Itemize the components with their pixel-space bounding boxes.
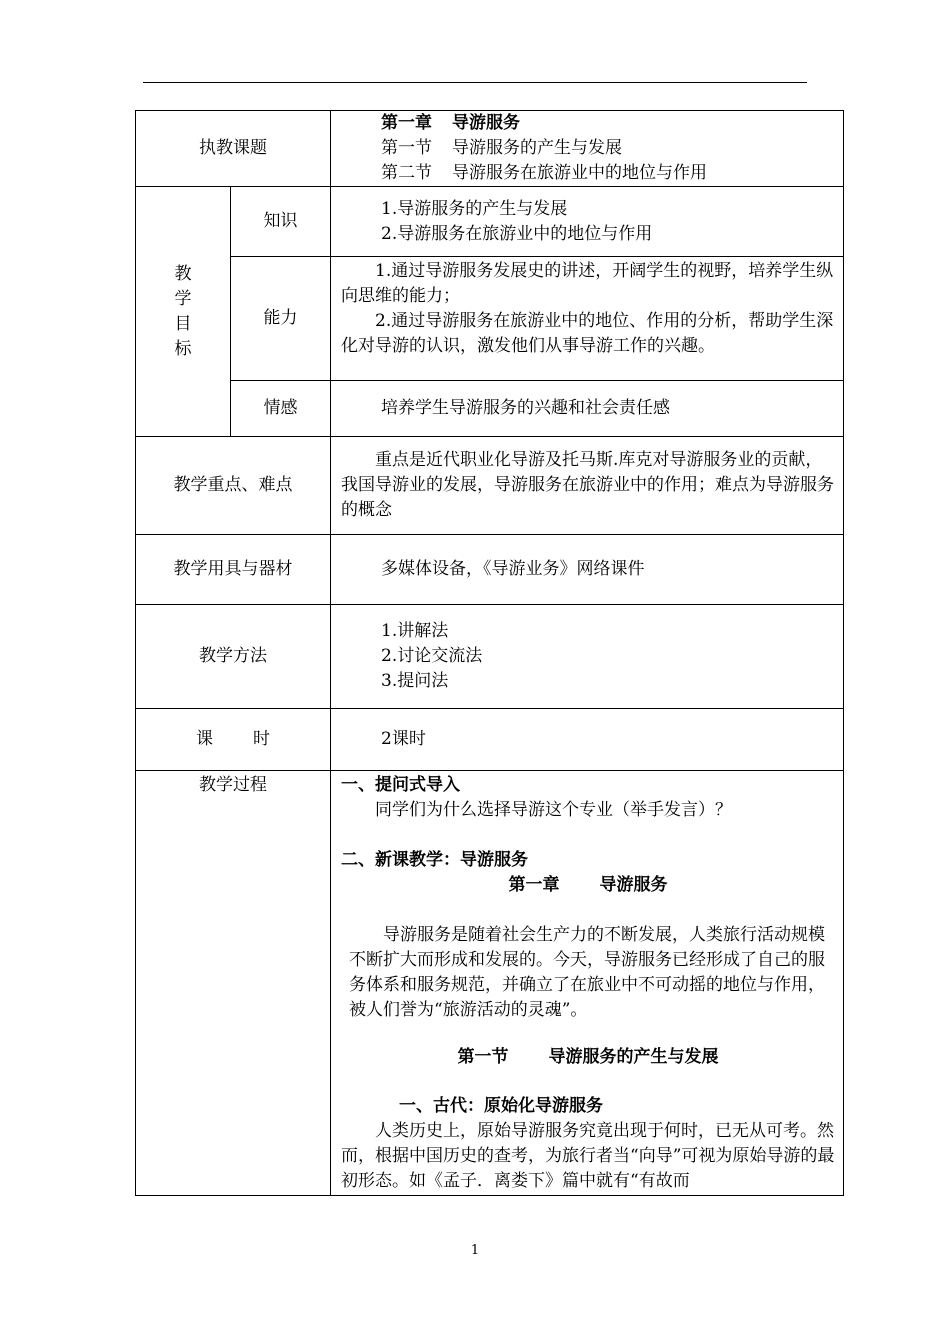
tools-label: 教学用具与器材 <box>136 535 331 605</box>
row-emotion <box>136 381 844 437</box>
emotion-label: 情感 <box>231 381 331 437</box>
hours-content: 2课时 <box>331 709 844 771</box>
hours-label: 课 时 <box>136 709 331 771</box>
process-sub-text: 人类历史上，原始导游服务究竟出现于何时，已无从可考。然而，根据中国历史的查考，为旅行者当“向导”可视为原始导游的最初形态。如《孟子．离娄下》篇中就有“有故而 <box>341 1121 835 1191</box>
emotion-content: 培养学生导游服务的兴趣和社会责任感 <box>331 381 844 437</box>
process-chapter-heading: 第一章 导游服务 <box>508 875 668 895</box>
row-methods <box>136 605 844 709</box>
methods-label: 教学方法 <box>136 605 331 709</box>
topic-label: 执教课题 <box>136 111 331 187</box>
topic-section-2: 第二节 导游服务在旅游业中的地位与作用 <box>381 163 707 183</box>
tools-content: 多媒体设备，《导游业务》网络课件 <box>331 535 844 605</box>
objectives-label: 教 学 目 标 <box>136 187 231 437</box>
ability-label: 能力 <box>231 257 331 381</box>
knowledge-label: 知识 <box>231 187 331 257</box>
keypoints-label: 教学重点、难点 <box>136 437 331 535</box>
topic-section-1: 第一节 导游服务的产生与发展 <box>381 138 622 158</box>
row-hours <box>136 709 844 771</box>
row-topic <box>136 111 844 187</box>
process-sub-heading: 一、古代：原始化导游服务 <box>399 1096 603 1116</box>
page-number: 1 <box>470 1243 480 1258</box>
process-intro: 导游服务是随着社会生产力的不断发展，人类旅行活动规模不断扩大而形成和发展的。今天，导游服务已经形成了自己的服务体系和服务规范，并确立了在旅业中不可动摇的地位与作用，被人们誉为“旅游活动的灵魂”。 <box>349 925 825 1020</box>
ability-content: 1.通过导游服务发展史的讲述，开阔学生的视野，培养学生纵向思维的能力； 2.通过导游服务在旅游业中的地位、作用的分析，帮助学生深化对导游的认识，激发他们从事导游工作的兴趣。 <box>331 257 844 381</box>
methods-content: 1.讲解法 2.讨论交流法 3.提问法 <box>331 605 844 709</box>
row-tools <box>136 535 844 605</box>
row-knowledge <box>136 187 844 257</box>
process-section-heading: 第一节 导游服务的产生与发展 <box>457 1047 719 1067</box>
process-s1-text: 同学们为什么选择导游这个专业（举手发言）？ <box>375 800 732 820</box>
row-ability <box>136 257 844 381</box>
keypoints-content: 重点是近代职业化导游及托马斯.库克对导游服务业的贡献，我国导游业的发展，导游服务在旅游业中的作用；难点为导游服务的概念 <box>331 437 844 535</box>
row-process <box>136 771 844 1196</box>
topic-chapter: 第一章 导游服务 <box>381 113 520 133</box>
process-s2-heading: 二、新课教学：导游服务 <box>341 850 528 870</box>
topic-content <box>331 111 844 187</box>
row-keypoints <box>136 437 844 535</box>
knowledge-content: 1.导游服务的产生与发展 2.导游服务在旅游业中的地位与作用 <box>331 187 844 257</box>
process-s1-heading: 一、提问式导入 <box>341 775 460 795</box>
header-rule <box>143 82 807 83</box>
lesson-plan-table <box>135 110 844 1196</box>
process-label: 教学过程 <box>136 771 331 1196</box>
process-content <box>331 771 844 1196</box>
